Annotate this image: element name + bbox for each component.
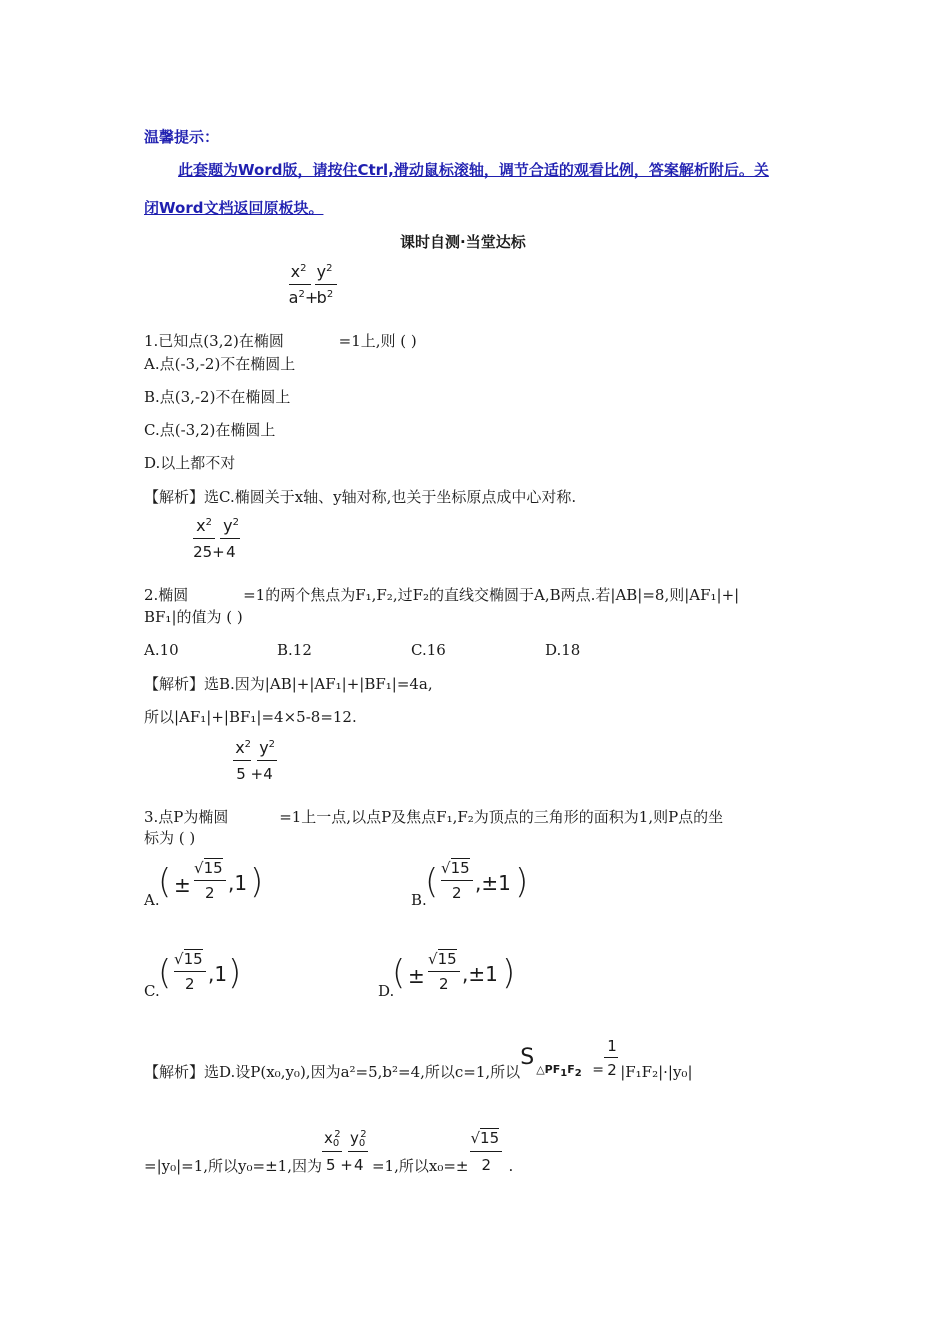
q3-analysis-tag: 【解析】 — [144, 1063, 205, 1081]
q3-line2: 标为 ( ) — [144, 829, 196, 847]
q2-analysis-tag: 【解析】 — [144, 675, 205, 693]
q3-analysis-text-2c: . — [508, 1157, 514, 1175]
q2-analysis-text-1: 选B.因为|AB|+|AF₁|+|BF₁|=4a, — [204, 675, 433, 693]
q2-prefix: 2.椭圆 — [144, 586, 189, 604]
question-1 — [144, 262, 417, 350]
q3-option-d-label: D. — [378, 982, 395, 1000]
q3-analysis-text-1a: 选D.设P(x₀,y₀),因为a²=5,b²=4,所以c=1,所以 — [204, 1063, 521, 1081]
q1-ellipse-formula: $x^2$ $y^2$ $a^2+$ $b^2$ — [289, 262, 339, 318]
q2-option-d: D.18 — [545, 641, 581, 659]
q2-option-b: B.12 — [277, 641, 312, 659]
section-title: 课时自测·当堂达标 — [400, 233, 526, 251]
tip-link-line2[interactable]: 闭Word文档返回原板块。 — [144, 199, 324, 217]
q2-line1-rest: =1的两个焦点为F₁,F₂,过F₂的直线交椭圆于A,B两点.若|AB|=8,则|AF₁|+| — [243, 586, 740, 604]
q3-point-formula: $x_0^2$ $y_0^2$ 5 + 4 — [323, 1129, 367, 1174]
q3-option-b-label: B. — [411, 891, 427, 909]
q3-prefix: 3.点P为椭圆 — [144, 808, 229, 826]
q1-analysis-tag: 【解析】 — [144, 488, 205, 506]
q3-area-formula: S $\triangle PF_1F_2$ = 1 2 — [520, 1037, 617, 1079]
q3-ellipse-formula: $x^2$ $y^2$ 5 + 4 — [233, 738, 279, 794]
q3-option-b-expression: ( √15 2 ,±1 ) — [425, 859, 529, 902]
q1-option-c: C.点(-3,2)在椭圆上 — [144, 421, 276, 439]
q1-suffix: =1上,则 ( ) — [338, 332, 417, 350]
tip-link-line1[interactable]: 此套题为Word版，请按住Ctrl,滑动鼠标滚轴，调节合适的观看比例，答案解析附后。关 — [178, 161, 769, 179]
q3-analysis-2 — [144, 1128, 513, 1178]
q2-option-a: A.10 — [144, 641, 179, 659]
q1-prefix: 1.已知点(3,2)在椭圆 — [144, 332, 284, 350]
q3-option-d-expression: ( ± √15 2 ,±1 ) — [392, 950, 516, 993]
question-3 — [144, 738, 724, 826]
q1-option-d: D.以上都不对 — [144, 454, 236, 472]
q3-option-a-label: A. — [144, 891, 160, 909]
q3-line1-rest: =1上一点,以点P及焦点F₁,F₂为顶点的三角形的面积为1,则P点的坐 — [279, 808, 724, 826]
q3-analysis-1 — [144, 1036, 693, 1086]
tip-title: 温馨提示： — [144, 128, 220, 146]
q2-analysis-2: 所以|AF₁|+|BF₁|=4×5-8=12. — [144, 708, 357, 726]
q3-analysis-text-2a: =|y₀|=1,所以y₀=±1,因为 — [144, 1157, 322, 1175]
q1-analysis-text: 选C.椭圆关于x轴、y轴对称,也关于坐标原点成中心对称. — [204, 488, 577, 506]
q2-line2: BF₁|的值为 ( ) — [144, 608, 243, 626]
q2-option-c: C.16 — [411, 641, 446, 659]
q3-option-a-expression: ( ± √15 2 ,1 ) — [158, 859, 264, 902]
question-2 — [144, 516, 740, 604]
q3-result-fraction: $\frac{√15}{2}$ — [468, 1128, 508, 1180]
q3-analysis-text-1b: |F₁F₂|·|y₀| — [620, 1063, 693, 1081]
q2-ellipse-formula: $x^2$ $y^2$ 25+ 4 — [193, 516, 239, 561]
q3-option-c-expression: ( √15 2 ,1 ) — [158, 950, 242, 993]
q1-option-b: B.点(3,-2)不在椭圆上 — [144, 388, 291, 406]
q2-analysis-1 — [144, 674, 433, 694]
q3-analysis-text-2b: =1,所以x₀=± — [371, 1157, 469, 1175]
q1-option-a: A.点(-3,-2)不在椭圆上 — [144, 355, 296, 373]
q1-analysis — [144, 487, 576, 507]
q3-option-c-label: C. — [144, 982, 160, 1000]
